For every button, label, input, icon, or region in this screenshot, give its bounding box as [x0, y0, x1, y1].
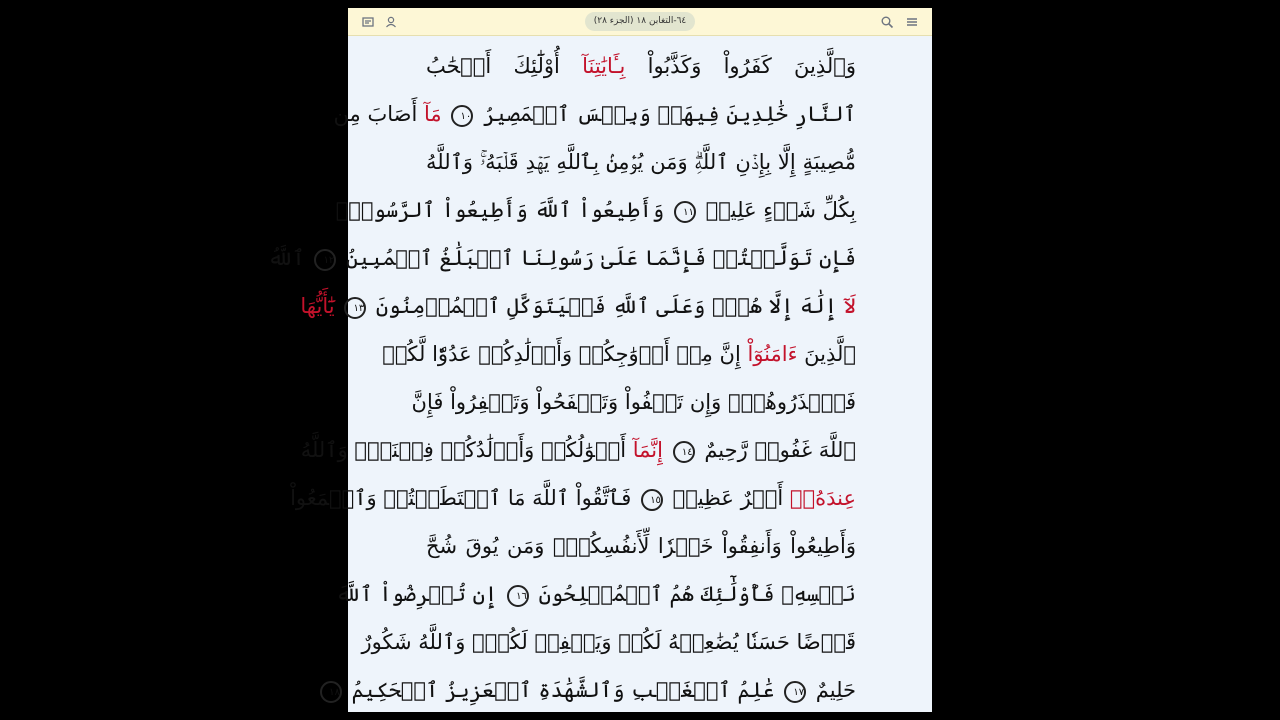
ayah-number-marker[interactable]: ١٠ [451, 105, 473, 127]
verse-text: أُوْلَٰٓئِكَ أَصۡحَٰبُ [426, 54, 583, 78]
surah-title-pill[interactable]: ٦٤-التغابن ١٨ (الجزء ٢٨) [585, 12, 695, 31]
verse-line[interactable] [335, 188, 856, 232]
verse-line[interactable] [361, 620, 856, 664]
verse-text: إِنَّ مِنۡ أَزۡوَٰجِكُمۡ وَأَوۡلَٰدِكُمۡ عَدُوّٗا لَّكُمۡ [382, 342, 748, 366]
verse-text: مُّصِيبَةٍ إِلَّا بِإِذۡنِ ٱللَّهِۗ وَمَن يُؤۡمِنۢ بِٱللَّهِ يَهۡدِ قَلۡبَهُۥۚ وَٱللَّهُ [426, 150, 856, 174]
highlighted-word: يَٰٓأَيُّهَا [300, 294, 342, 318]
verse-text: أَمۡوَٰلُكُمۡ وَأَوۡلَٰدُكُمۡ فِتۡنَةٞۚ وَٱللَّهُ [300, 438, 633, 462]
highlighted-word: بِـَٔايَٰتِنَآ [582, 54, 626, 78]
verse-text: فَٱتَّقُواْ ٱللَّهَ مَا ٱسۡتَطَعۡتُمۡ وَٱسۡمَعُواْ [290, 486, 638, 510]
bookmark-icon[interactable] [383, 14, 399, 29]
verse-text: إِن تُقۡرِضُواْ ٱللَّهَ [335, 582, 504, 606]
ayah-number-marker[interactable]: ١٢ [314, 249, 336, 271]
mushaf-page [267, 44, 856, 709]
ayah-number-marker[interactable]: ١٦ [507, 585, 529, 607]
ayah-number-marker[interactable]: ١٣ [344, 297, 366, 319]
verse-text: حَلِيمٌ [809, 678, 856, 702]
verse-text: فَٱحۡذَرُوهُمۡۚ وَإِن تَعۡفُواْ وَتَصۡفَحُواْ وَتَغۡفِرُواْ فَإِنَّ [411, 390, 856, 414]
ayah-number-marker[interactable]: ١٤ [673, 441, 695, 463]
verse-text: فَإِن تَوَلَّيۡتُمۡ فَإِنَّمَا عَلَىٰ رَسُولِنَا ٱلۡبَلَٰغُ ٱلۡمُبِينُ [339, 246, 856, 270]
verse-line[interactable] [300, 428, 856, 472]
ayah-number-marker[interactable]: ١٨ [320, 681, 342, 703]
top-bar [348, 8, 932, 36]
menu-icon[interactable] [360, 14, 376, 29]
verse-text: عَٰلِمُ ٱلۡغَيۡبِ وَٱلشَّهَٰدَةِ ٱلۡعَزِيزُ ٱلۡحَكِيمُ [344, 678, 782, 702]
highlighted-word: عِندَهُۥٓ [789, 486, 856, 510]
verse-line[interactable] [329, 668, 856, 712]
highlighted-word: ءَامَنُوٓاْ [747, 342, 798, 366]
verse-line[interactable] [267, 236, 856, 280]
ayah-number-marker[interactable]: ١٥ [641, 489, 663, 511]
verse-text: إِلَٰهَ إِلَّا هُوَۚ وَعَلَى ٱللَّهِ فَلۡيَتَوَكَّلِ ٱلۡمُؤۡمِنُونَ [369, 294, 844, 318]
verse-line[interactable] [411, 380, 856, 424]
verse-text: أَجۡرٌ عَظِيمٞ [665, 486, 790, 510]
verse-line[interactable] [333, 92, 856, 136]
verse-line[interactable] [300, 284, 856, 328]
verse-text: ٱللَّهُ [267, 246, 312, 270]
verse-text: أَصَابَ مِن [333, 102, 424, 126]
highlighted-word: إِنَّمَآ [632, 438, 670, 462]
list-icon[interactable] [904, 14, 920, 29]
verse-text: ٱللَّهَ غَفُورٞ رَّحِيمٌ [697, 438, 856, 462]
verse-line[interactable] [426, 44, 856, 88]
verse-line[interactable] [382, 332, 856, 376]
verse-line[interactable] [335, 572, 856, 616]
verse-text: ٱلنَّارِ خَٰلِدِينَ فِيهَاۖ وَبِئۡسَ ٱلۡمَصِيرُ [476, 102, 856, 126]
ayah-number-marker[interactable]: ١٧ [784, 681, 806, 703]
verse-text: قَرۡضًا حَسَنٗا يُضَٰعِفۡهُ لَكُمۡ وَيَغۡفِرۡ لَكُمۡۚ وَٱللَّهُ شَكُورٌ [361, 630, 856, 654]
verse-text: نَفۡسِهِۦ فَأُوْلَٰٓئِكَ هُمُ ٱلۡمُفۡلِحُونَ [531, 582, 856, 606]
verse-line[interactable] [290, 476, 856, 520]
verse-text: وَأَطِيعُواْ وَأَنفِقُواْ خَيۡرٗا لِّأَنفُسِكُمۡۗ وَمَن يُوقَ شُحَّ [426, 534, 856, 558]
quran-app-screen [267, 8, 932, 712]
verse-text: ٱلَّذِينَ [797, 342, 856, 366]
verse-text: وَٱلَّذِينَ كَفَرُواْ وَكَذَّبُواْ [625, 54, 856, 78]
verse-line[interactable] [426, 140, 856, 184]
highlighted-word: مَآ [423, 102, 449, 126]
verse-line[interactable] [426, 524, 856, 568]
verse-text: وَأَطِيعُواْ ٱللَّهَ وَأَطِيعُواْ ٱلرَّسُولَۚ [335, 198, 671, 222]
highlighted-word: لَآ [843, 294, 856, 318]
verse-text: بِكُلِّ شَيۡءٍ عَلِيمٞ [698, 198, 856, 222]
search-icon[interactable] [879, 14, 895, 29]
ayah-number-marker[interactable]: ١١ [674, 201, 696, 223]
